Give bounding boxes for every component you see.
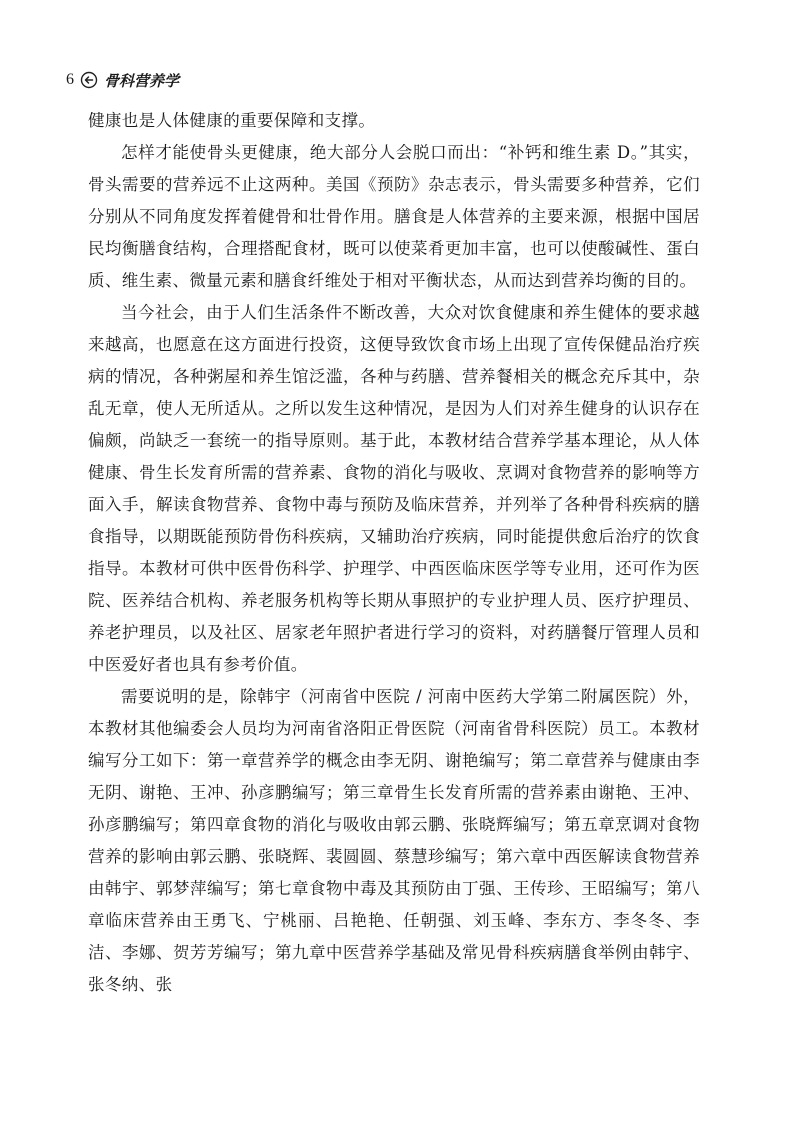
paragraph: 需要说明的是，除韩宇（河南省中医院 / 河南中医药大学第二附属医院）外，本教材其他编委会人员均为河南省洛阳正骨医院（河南省骨科医院）员工。本教材编写分工如下：第一章营养学的概念由李无阴、谢艳编写；第二章营养与健康由李无阴、谢艳、王冲、孙彦鹏编写；第三章骨生长发育所需的营养素由谢艳、王冲、孙彦鹏编写；第四章食物的消化与吸收由郭云鹏、张晓辉编写；第五章烹调对食物营养的影响由郭云鹏、张晓辉、裴圆圆、蔡慧珍编写；第六章中西医解读食物营养由韩宇、郭梦萍编写；第七章食物中毒及其预防由丁强、王传珍、王昭编写；第八章临床营养由王勇飞、宁桃丽、吕艳艳、任朝强、刘玉峰、李东方、李冬冬、李洁、李娜、贺芳芳编写；第九章中医营养学基础及常见骨科疾病膳食举例由韩宇、张冬纳、张	[88, 687, 700, 994]
paragraph: 当今社会，由于人们生活条件不断改善，大众对饮食健康和养生健体的要求越来越高，也愿意在这方面进行投资，这便导致饮食市场上出现了宣传保健品治疗疾病的情况，各种粥屋和养生馆泛滥，各种与药膳、营养餐相关的概念充斥其中，杂乱无章，使人无所适从。之所以发生这种情况，是因为人们对养生健身的认识存在偏颇，尚缺乏一套统一的指导原则。基于此，本教材结合营养学基本理论，从人体健康、骨生长发育所需的营养素、食物的消化与吸收、烹调对食物营养的影响等方面入手，解读食物营养、食物中毒与预防及临床营养，并列举了各种骨科疾病的膳食指导，以期既能预防骨伤科疾病，又辅助治疗疾病，同时能提供愈后治疗的饮食指导。本教材可供中医骨伤科学、护理学、中西医临床医学等专业用，还可作为医院、医养结合机构、养老服务机构等长期从事照护的专业护理人员、医疗护理员、养老护理员，以及社区、居家老年照护者进行学习的资料，对药膳餐厅管理人员和中医爱好者也具有参考价值。	[88, 303, 700, 674]
page-number: 6	[66, 71, 74, 88]
running-title: 骨科营养学	[104, 71, 180, 90]
body-text	[88, 105, 700, 1001]
running-header	[66, 68, 179, 92]
back-arrow-icon	[80, 71, 98, 89]
paragraph: 怎样才能使骨头更健康，绝大部分人会脱口而出：“补钙和维生素 D。”其实，骨头需要的营养远不止这两种。美国《预防》杂志表示，骨头需要多种营养，它们分别从不同角度发挥着健骨和壮骨作用。膳食是人体营养的主要来源，根据中国居民均衡膳食结构，合理搭配食材，既可以使菜肴更加丰富，也可以使酸碱性、蛋白质、维生素、微量元素和膳食纤维处于相对平衡状态，从而达到营养均衡的目的。	[88, 143, 700, 290]
paragraph: 健康也是人体健康的重要保障和支撑。	[88, 111, 376, 130]
